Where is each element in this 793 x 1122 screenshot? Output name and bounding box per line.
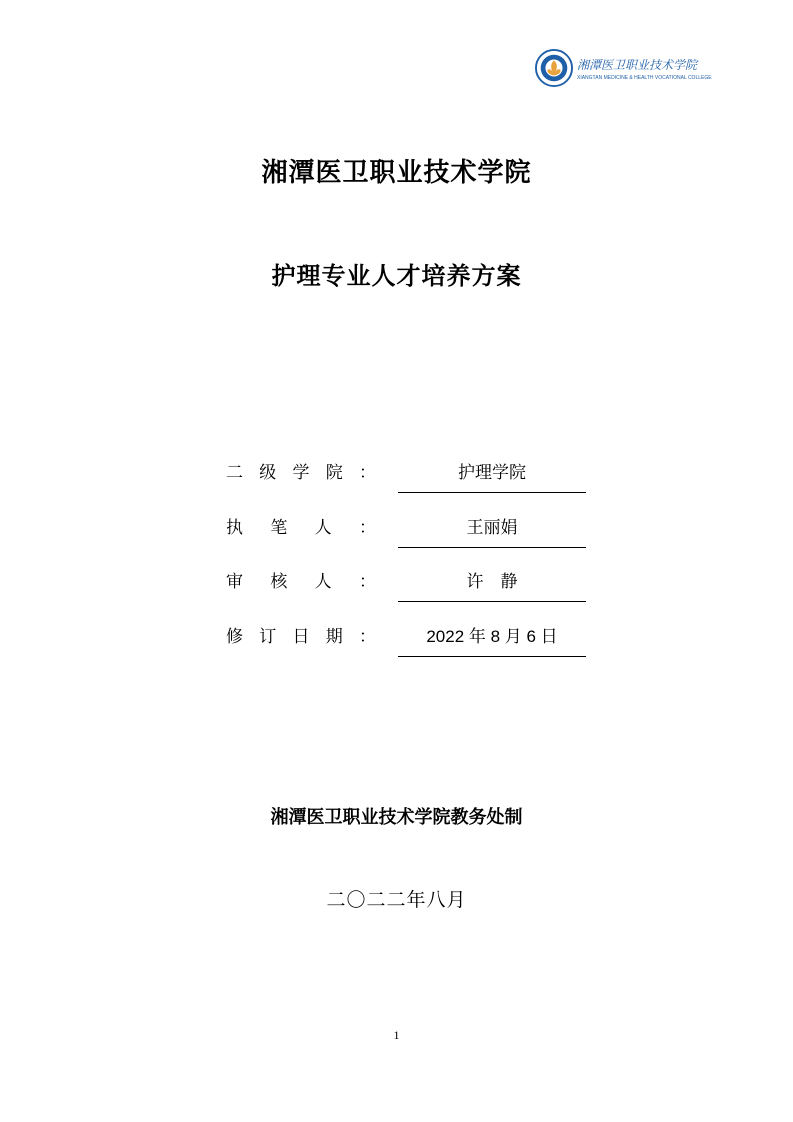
- info-value: 2022 年 8 月 6 日: [426, 627, 558, 646]
- info-row-revision-date: [226, 625, 586, 657]
- underline: [398, 656, 586, 657]
- label-char: 二: [226, 463, 243, 483]
- label-char: 笔: [270, 518, 288, 538]
- institution-title: 湘潭医卫职业技术学院: [261, 158, 532, 188]
- college-emblem-icon: [535, 49, 573, 87]
- label-char: 期: [325, 627, 343, 647]
- label-char: 日: [292, 627, 310, 647]
- document-title: 护理专业人才培养方案: [271, 262, 522, 290]
- college-logo: [535, 45, 712, 91]
- label-char: ：: [359, 463, 376, 483]
- logo-name-en: XIANGTAN MEDICINE & HEALTH VOCATIONAL COLLEGE: [577, 74, 712, 81]
- label-char: 修: [226, 627, 243, 647]
- info-value: 王丽娟: [466, 518, 518, 537]
- label-char: 人: [314, 518, 332, 538]
- info-value: 许 静: [466, 572, 518, 591]
- info-value: 护理学院: [458, 463, 526, 482]
- info-row-reviewer: [226, 570, 586, 602]
- label-char: 审: [226, 572, 243, 592]
- label-char: ：: [359, 627, 376, 647]
- issuing-organization: 湘潭医卫职业技术学院教务处制: [270, 807, 523, 828]
- underline: [398, 601, 586, 602]
- info-row-college: [226, 461, 586, 493]
- label-char: ：: [358, 572, 376, 592]
- label-char: 核: [270, 572, 288, 592]
- info-label: [226, 625, 376, 649]
- label-char: 人: [314, 572, 332, 592]
- label-char: 学: [292, 463, 310, 483]
- label-char: 级: [259, 463, 277, 483]
- college-logo-text: [577, 56, 712, 81]
- label-char: ：: [358, 518, 376, 538]
- label-char: 订: [259, 627, 277, 647]
- issue-date: 二〇二二年八月: [326, 889, 467, 911]
- info-row-author: [226, 516, 586, 548]
- info-label: [226, 570, 376, 594]
- label-char: 执: [226, 518, 243, 538]
- underline: [398, 492, 586, 493]
- logo-name-cn: 湘潭医卫职业技术学院: [577, 57, 698, 72]
- page-number: 1: [393, 1028, 400, 1042]
- label-char: 院: [325, 463, 343, 483]
- underline: [398, 547, 586, 548]
- info-label: [226, 461, 376, 485]
- info-label: [226, 516, 376, 540]
